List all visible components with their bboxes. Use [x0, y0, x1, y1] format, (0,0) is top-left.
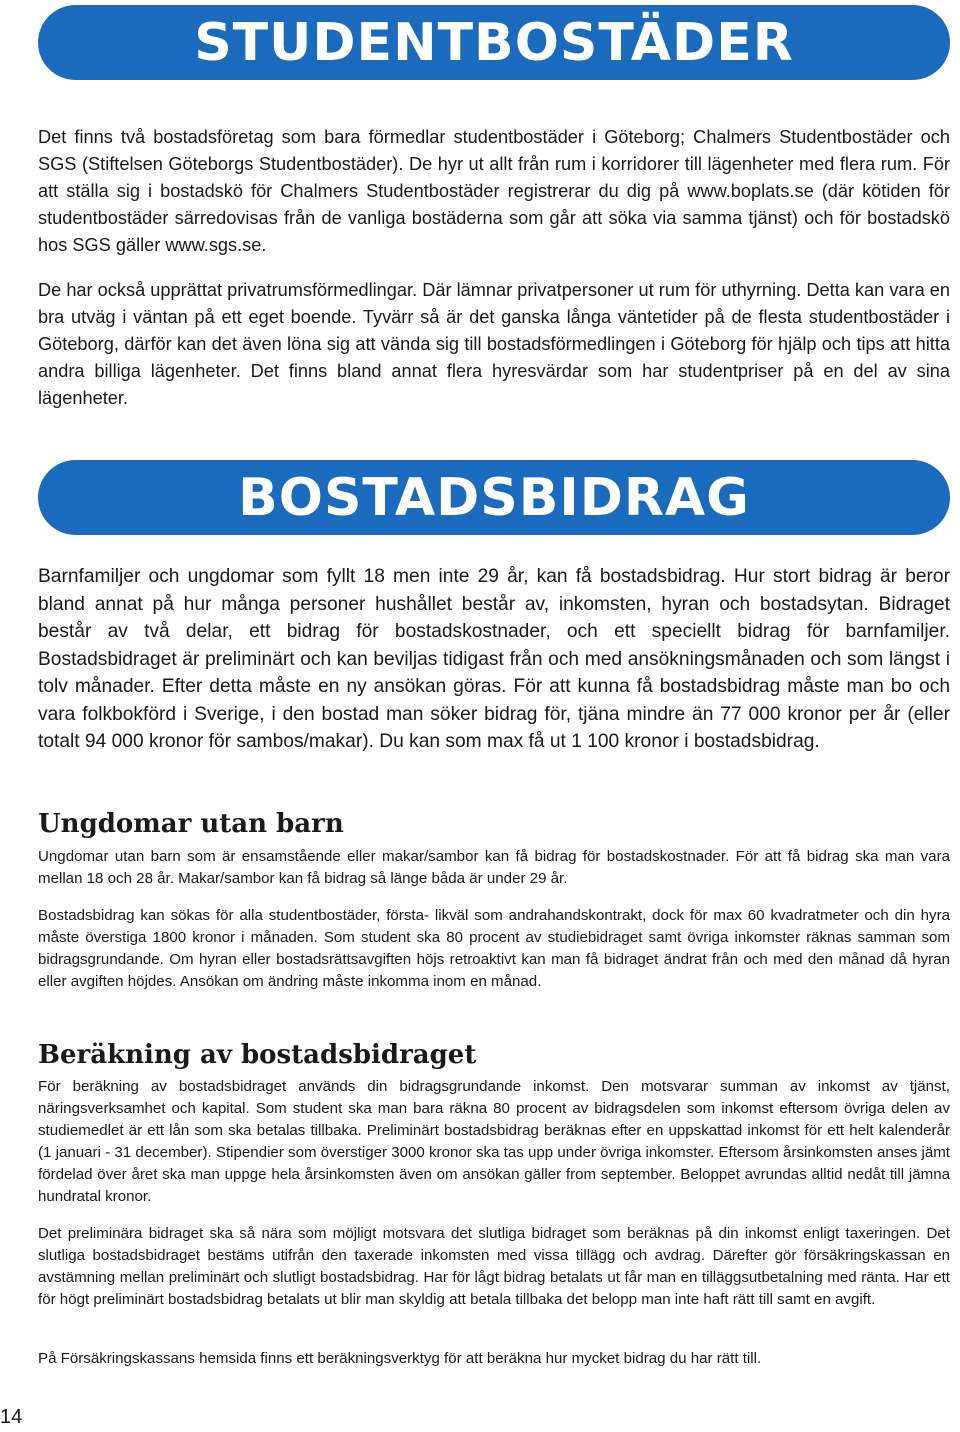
ungdomar-paragraph-1: Ungdomar utan barn som är ensamstående eller makar/sambor kan få bidrag för bostadskostnader. För att få bidrag ska man vara mellan 18 och 28 år. Makar/sambor kan få bidrag så länge båda är under 29 år.	[38, 848, 950, 887]
studentbostader-paragraph-2: De har också upprättat privatrumsförmedlingar. Där lämnar privatpersoner ut rum för uthyrning. Detta kan vara en bra utväg i väntan på ett eget boende. Tyvärr så är det ganska långa väntetider på de flesta studentbostäder i Göteborg, därför kan det även löna sig att vända sig till bostadsförmedlingen i Göteborg för hjälp och tips att hitta andra billiga lägenheter. Det finns bland annat flera hyresvärdar som har studentpriser på en del av sina lägenheter.	[38, 280, 950, 408]
studentbostader-paragraph-1: Det finns två bostadsföretag som bara förmedlar studentbostäder i Göteborg; Chalmers Studentbostäder och SGS (Stiftelsen Göteborgs Studentbostäder). De hyr ut allt från rum i korridorer till lägenheter med flera rum. För att ställa sig i bostadskö för Chalmers Studentbostäder registrerar du dig på www.boplats.se (där kötiden för studentbostäder särredovisas från de vanliga bostäderna som går att söka via samma tjänst) och för bostadskö hos SGS gäller www.sgs.se.	[38, 127, 950, 255]
page-number: 14	[0, 1406, 23, 1428]
berakning-paragraph-2: Det preliminära bidraget ska så nära som möjligt motsvara det slutliga bidraget som beräknas på din inkomst enligt taxeringen. Det slutliga bostadsbidraget bestäms utifrån den taxerade inkomsten med vissa tillägg och avdrag. Därefter gör försäkringskassan en avstämning mellan preliminärt och slutligt bostadsbidrag. Har för lågt bidrag betalats ut får man en tilläggsutbetalning med ränta. Har ett för högt preliminärt bostadsbidrag betalats ut blir man skyldig att betala tillbaka det belopp man inte haft rätt till samt en avgift.	[38, 1225, 950, 1308]
studentbostader-banner	[38, 5, 950, 80]
heading-ungdomar-utan-barn: Ungdomar utan barn	[38, 809, 344, 839]
section-title-bostadsbidrag: BOSTADSBIDRAG	[238, 467, 750, 528]
ungdomar-paragraph-2: Bostadsbidrag kan sökas för alla studentbostäder, första- likväl som andrahandskontrakt, dock för max 60 kvadratmeter och din hyra måste överstiga 1800 kronor i månaden. Som student ska 80 procent av studiebidraget samt övriga inkomster räknas samman som bidragsgrundande. Om hyran eller bostadsrättsavgiften höjs retroaktivt kan man få bidraget ändrat från och med den månad då hyran eller avgiften höjdes. Ansökan om ändring måste inkomma inom en månad.	[38, 907, 950, 990]
bostadsbidrag-banner	[38, 460, 950, 535]
berakning-paragraph-3: På Försäkringskassans hemsida finns ett beräkningsverktyg för att beräkna hur mycket bidrag du har rätt till.	[38, 1350, 762, 1367]
section-title-studentbostader: STUDENTBOSTÄDER	[194, 12, 794, 73]
heading-berakning: Beräkning av bostadsbidraget	[38, 1040, 477, 1070]
berakning-paragraph-1: För beräkning av bostadsbidraget används din bidragsgrundande inkomst. Den motsvarar summan av inkomst av tjänst, näringsverksamhet och kapital. Som student ska man bara räkna 80 procent av bidragsdelen som inkomst eftersom övriga delen av studiemedlet är ett lån som ska betalas tillbaka. Preliminärt bostadsbidrag beräknas efter en uppskattad inkomst för ett helt kalenderår (1 januari - 31 december). Stipendier som överstiger 3000 kronor ska tas upp under övriga inkomster. Eftersom årsinkomsten anses jämt fördelad över året ska man uppge hela årsinkomsten även om ansökan gäller from september. Beloppet avrundas alltid nedåt till jämna hundratal kronor.	[38, 1078, 950, 1205]
bostadsbidrag-paragraph: Barnfamiljer och ungdomar som fyllt 18 men inte 29 år, kan få bostadsbidrag. Hur stort bidrag är beror bland annat på hur många personer hushållet består av, inkomsten, hyran och bostadsytan. Bidraget består av två delar, ett bidrag för bostadskostnader, och ett speciellt bidrag för barnfamiljer. Bostadsbidraget är preliminärt och kan beviljas tidigast från och med ansökningsmånaden och som längst i tolv månader. Efter detta måste en ny ansökan göras. För att kunna få bostadsbidrag måste man bo och vara folkbokförd i Sverige, i den bostad man söker bidrag för, tjäna mindre än 77 000 kronor per år (eller totalt 94 000 kronor för sambos/makar). Du kan som max få ut 1 100 kronor i bostadsbidrag.	[38, 566, 950, 752]
